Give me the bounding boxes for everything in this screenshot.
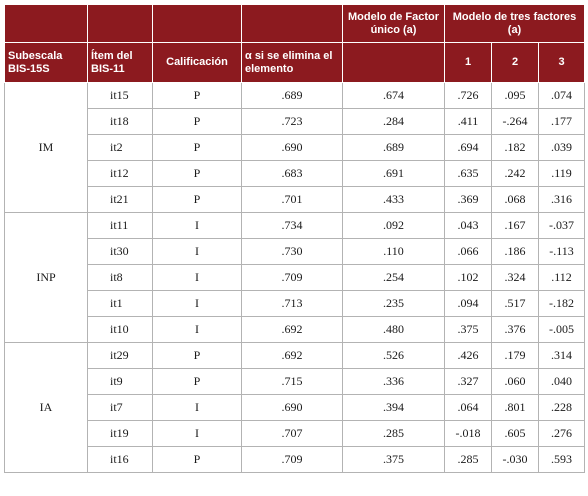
factor-1-cell: .285 xyxy=(445,447,492,473)
factor-3-cell: .593 xyxy=(539,447,585,473)
table-row xyxy=(5,447,585,473)
table-row xyxy=(5,83,585,109)
header-factor-2: 2 xyxy=(492,43,539,83)
table-row xyxy=(5,317,585,343)
header-alpha-if-deleted: α si se elimina el elemento xyxy=(242,43,343,83)
single-factor-cell: .691 xyxy=(343,161,445,187)
factor-3-cell: .276 xyxy=(539,421,585,447)
factor-1-cell: .694 xyxy=(445,135,492,161)
factor-1-cell: .369 xyxy=(445,187,492,213)
factor-1-cell: .064 xyxy=(445,395,492,421)
table-row xyxy=(5,343,585,369)
factor-1-cell: .726 xyxy=(445,83,492,109)
single-factor-cell: .394 xyxy=(343,395,445,421)
single-factor-cell: .110 xyxy=(343,239,445,265)
factor-3-cell: .119 xyxy=(539,161,585,187)
factor-3-cell: -.182 xyxy=(539,291,585,317)
factor-3-cell: -.037 xyxy=(539,213,585,239)
subscale-cell: INP xyxy=(5,213,88,343)
factor-1-cell: .094 xyxy=(445,291,492,317)
single-factor-cell: .285 xyxy=(343,421,445,447)
factor-2-cell: .179 xyxy=(492,343,539,369)
item-cell: it9 xyxy=(88,369,153,395)
factor-3-cell: .177 xyxy=(539,109,585,135)
factor-2-cell: -.264 xyxy=(492,109,539,135)
factor-2-cell: .167 xyxy=(492,213,539,239)
header-row-top xyxy=(5,5,585,43)
factor-3-cell: .040 xyxy=(539,369,585,395)
header-single-factor-model: Modelo de Factor único (a) xyxy=(343,5,445,43)
single-factor-cell: .284 xyxy=(343,109,445,135)
alpha-cell: .683 xyxy=(242,161,343,187)
factor-2-cell: -.030 xyxy=(492,447,539,473)
factor-2-cell: .095 xyxy=(492,83,539,109)
factor-1-cell: .102 xyxy=(445,265,492,291)
header-blank-5 xyxy=(343,43,445,83)
rating-cell: I xyxy=(153,395,242,421)
rating-cell: I xyxy=(153,213,242,239)
rating-cell: P xyxy=(153,369,242,395)
alpha-cell: .709 xyxy=(242,447,343,473)
rating-cell: I xyxy=(153,239,242,265)
factor-2-cell: .182 xyxy=(492,135,539,161)
alpha-cell: .690 xyxy=(242,395,343,421)
factor-2-cell: .242 xyxy=(492,161,539,187)
header-three-factor-model: Modelo de tres factores (a) xyxy=(445,5,585,43)
alpha-cell: .715 xyxy=(242,369,343,395)
item-cell: it18 xyxy=(88,109,153,135)
item-cell: it10 xyxy=(88,317,153,343)
table-row xyxy=(5,135,585,161)
item-cell: it8 xyxy=(88,265,153,291)
single-factor-cell: .235 xyxy=(343,291,445,317)
item-cell: it30 xyxy=(88,239,153,265)
factor-2-cell: .060 xyxy=(492,369,539,395)
factor-3-cell: -.113 xyxy=(539,239,585,265)
alpha-cell: .701 xyxy=(242,187,343,213)
factor-1-cell: .327 xyxy=(445,369,492,395)
rating-cell: P xyxy=(153,161,242,187)
header-blank-1 xyxy=(5,5,88,43)
alpha-cell: .730 xyxy=(242,239,343,265)
subscale-cell: IM xyxy=(5,83,88,213)
factor-1-cell: .375 xyxy=(445,317,492,343)
single-factor-cell: .674 xyxy=(343,83,445,109)
rating-cell: P xyxy=(153,109,242,135)
factor-2-cell: .376 xyxy=(492,317,539,343)
item-cell: it16 xyxy=(88,447,153,473)
factor-3-cell: .314 xyxy=(539,343,585,369)
table-row xyxy=(5,265,585,291)
header-row-bottom xyxy=(5,43,585,83)
subscale-cell: IA xyxy=(5,343,88,473)
factor-2-cell: .324 xyxy=(492,265,539,291)
table-header xyxy=(5,5,585,83)
loadings-table xyxy=(4,4,585,473)
factor-3-cell: -.005 xyxy=(539,317,585,343)
factor-2-cell: .186 xyxy=(492,239,539,265)
table-row xyxy=(5,291,585,317)
factor-2-cell: .517 xyxy=(492,291,539,317)
table-row xyxy=(5,369,585,395)
item-cell: it2 xyxy=(88,135,153,161)
factor-1-cell: -.018 xyxy=(445,421,492,447)
table-row xyxy=(5,421,585,447)
alpha-cell: .709 xyxy=(242,265,343,291)
rating-cell: P xyxy=(153,135,242,161)
rating-cell: I xyxy=(153,421,242,447)
header-blank-3 xyxy=(153,5,242,43)
factor-3-cell: .074 xyxy=(539,83,585,109)
single-factor-cell: .433 xyxy=(343,187,445,213)
rating-cell: P xyxy=(153,447,242,473)
table-row xyxy=(5,213,585,239)
table-row xyxy=(5,395,585,421)
alpha-cell: .707 xyxy=(242,421,343,447)
factor-1-cell: .043 xyxy=(445,213,492,239)
factor-2-cell: .801 xyxy=(492,395,539,421)
header-rating: Calificación xyxy=(153,43,242,83)
table-body xyxy=(5,83,585,473)
single-factor-cell: .375 xyxy=(343,447,445,473)
item-cell: it1 xyxy=(88,291,153,317)
factor-3-cell: .112 xyxy=(539,265,585,291)
factor-2-cell: .068 xyxy=(492,187,539,213)
header-factor-1: 1 xyxy=(445,43,492,83)
factor-1-cell: .066 xyxy=(445,239,492,265)
alpha-cell: .692 xyxy=(242,343,343,369)
item-cell: it15 xyxy=(88,83,153,109)
factor-3-cell: .228 xyxy=(539,395,585,421)
single-factor-cell: .336 xyxy=(343,369,445,395)
single-factor-cell: .092 xyxy=(343,213,445,239)
header-item: Ítem del BIS-11 xyxy=(88,43,153,83)
rating-cell: P xyxy=(153,83,242,109)
table-row xyxy=(5,187,585,213)
single-factor-cell: .480 xyxy=(343,317,445,343)
header-subscale: Subescala BIS-15S xyxy=(5,43,88,83)
alpha-cell: .734 xyxy=(242,213,343,239)
single-factor-cell: .689 xyxy=(343,135,445,161)
item-cell: it7 xyxy=(88,395,153,421)
header-factor-3: 3 xyxy=(539,43,585,83)
rating-cell: I xyxy=(153,317,242,343)
rating-cell: I xyxy=(153,291,242,317)
item-cell: it19 xyxy=(88,421,153,447)
alpha-cell: .713 xyxy=(242,291,343,317)
single-factor-cell: .254 xyxy=(343,265,445,291)
item-cell: it29 xyxy=(88,343,153,369)
item-cell: it21 xyxy=(88,187,153,213)
alpha-cell: .692 xyxy=(242,317,343,343)
alpha-cell: .723 xyxy=(242,109,343,135)
rating-cell: P xyxy=(153,187,242,213)
alpha-cell: .690 xyxy=(242,135,343,161)
single-factor-cell: .526 xyxy=(343,343,445,369)
factor-1-cell: .426 xyxy=(445,343,492,369)
item-cell: it11 xyxy=(88,213,153,239)
factor-3-cell: .316 xyxy=(539,187,585,213)
table-row xyxy=(5,161,585,187)
factor-3-cell: .039 xyxy=(539,135,585,161)
rating-cell: P xyxy=(153,343,242,369)
factor-1-cell: .411 xyxy=(445,109,492,135)
factor-1-cell: .635 xyxy=(445,161,492,187)
factor-2-cell: .605 xyxy=(492,421,539,447)
header-blank-2 xyxy=(88,5,153,43)
table-row xyxy=(5,109,585,135)
table-row xyxy=(5,239,585,265)
item-cell: it12 xyxy=(88,161,153,187)
rating-cell: I xyxy=(153,265,242,291)
alpha-cell: .689 xyxy=(242,83,343,109)
header-blank-4 xyxy=(242,5,343,43)
